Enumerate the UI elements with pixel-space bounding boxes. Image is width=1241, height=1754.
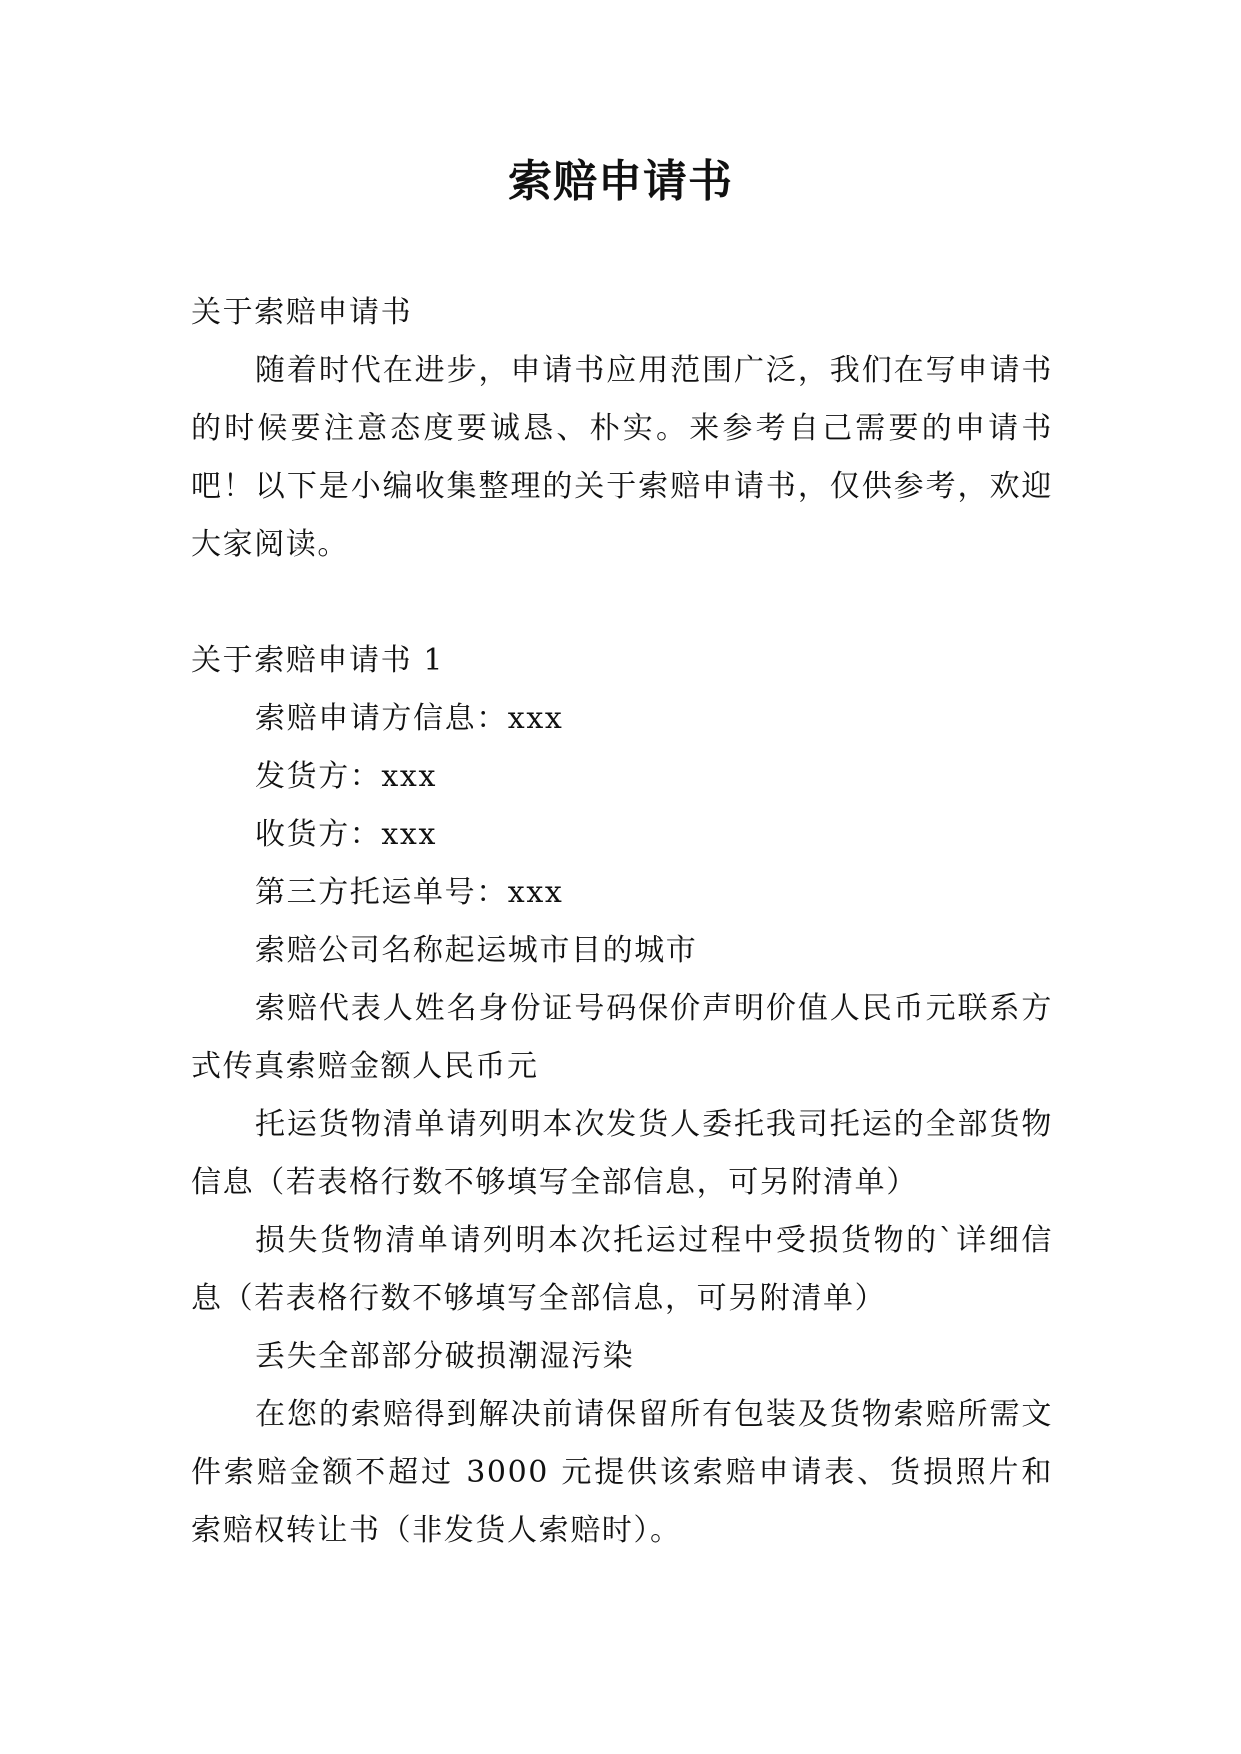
cargo-list-paragraph: 托运货物清单请列明本次发货人委托我司托运的全部货物信息（若表格行数不够填写全部信息，可另附清单） <box>191 1107 1053 1200</box>
applicant-info-line: 索赔申请方信息：xxx <box>255 701 564 736</box>
documents-required-paragraph: 在您的索赔得到解决前请保留所有包装及货物索赔所需文件索赔金额不超过 3000 元提供该索赔申请表、货损照片和索赔权转让书（非发货人索赔时）。 <box>191 1397 1053 1548</box>
damage-types-line: 丢失全部部分破损潮湿污染 <box>255 1339 635 1374</box>
intro-paragraph: 随着时代在进步，申请书应用范围广泛，我们在写申请书的时候要注意态度要诚恳、朴实。来参考自己需要的申请书吧！以下是小编收集整理的关于索赔申请书，仅供参考，欢迎大家阅读。 <box>191 353 1053 562</box>
representative-paragraph: 索赔代表人姓名身份证号码保价声明价值人民币元联系方式传真索赔金额人民币元 <box>191 991 1053 1084</box>
section-heading: 关于索赔申请书 <box>191 295 413 330</box>
document-title: 索赔申请书 <box>508 156 733 207</box>
section-heading: 关于索赔申请书 1 <box>191 643 445 678</box>
document-body <box>191 284 1053 1560</box>
consignee-line: 收货方：xxx <box>255 817 437 852</box>
company-city-line: 索赔公司名称起运城市目的城市 <box>255 933 698 968</box>
loss-list-paragraph: 损失货物清单请列明本次托运过程中受损货物的`详细信息（若表格行数不够填写全部信息，可另附清单） <box>191 1223 1053 1316</box>
paragraph-spacer <box>191 574 1053 632</box>
waybill-number-line: 第三方托运单号：xxx <box>255 875 564 910</box>
shipper-line: 发货方：xxx <box>255 759 437 794</box>
